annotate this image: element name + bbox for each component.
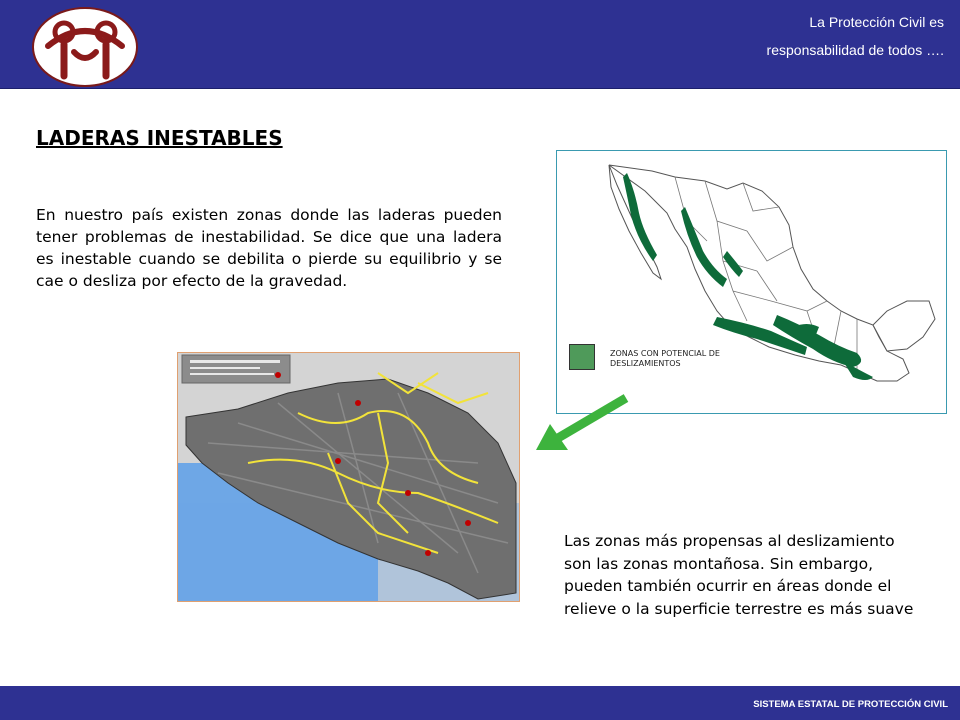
bottom-paragraph: Las zonas más propensas al deslizamiento son las zonas montañosa. Sin embargo, pueden también ocurrir en áreas donde el relieve o la superficie terrestre es más suave	[564, 532, 914, 618]
proteccion-civil-logo-icon	[30, 6, 140, 88]
legend-label: ZONAS CON POTENCIAL DE DESLIZAMIENTOS	[610, 349, 720, 368]
legend-swatch	[569, 344, 595, 370]
mexico-map-graphic	[557, 151, 946, 413]
green-arrow-icon	[536, 394, 632, 452]
tagline-line-1: La Protección Civil es	[809, 14, 944, 30]
mexico-landslide-map	[556, 150, 947, 414]
tagline	[767, 8, 944, 64]
guerrero-risk-map	[177, 352, 520, 602]
guerrero-map-graphic	[178, 353, 519, 601]
page-title: LADERAS INESTABLES	[36, 126, 283, 150]
intro-paragraph: En nuestro país existen zonas donde las laderas pueden tener problemas de inestabilidad. Se dice que una ladera es inestable cuando se debilita o pierde su equilibrio y se cae o desliza por efecto de la gravedad.	[36, 206, 502, 290]
tagline-line-2: responsabilidad de todos ….	[766, 42, 944, 58]
header-bar	[0, 0, 960, 89]
footer-text: SISTEMA ESTATAL DE PROTECCIÓN CIVIL	[753, 699, 948, 710]
footer-bar	[0, 686, 960, 720]
